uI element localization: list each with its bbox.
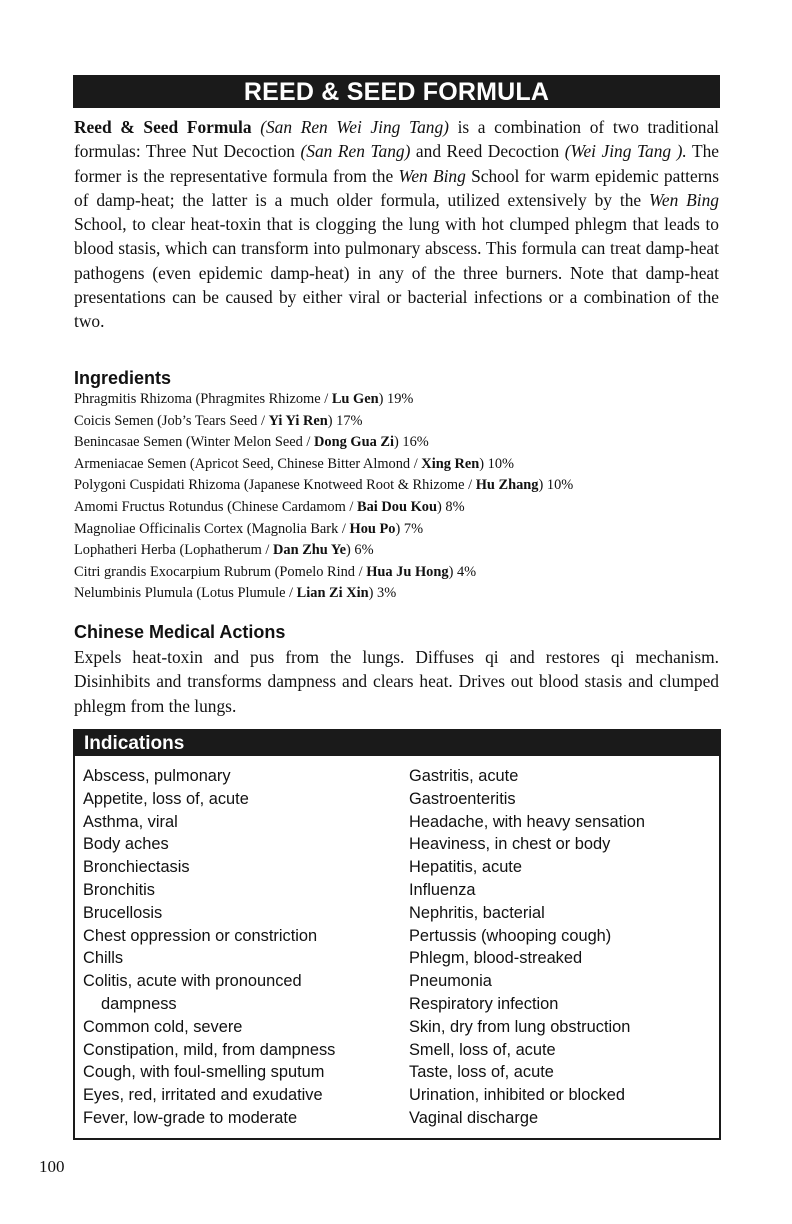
ingredient-percent: ) 4%: [448, 563, 477, 580]
ingredient-pinyin: Lian Zi Xin: [296, 585, 369, 602]
indication-item: Vaginal discharge: [409, 1108, 539, 1127]
formula-pinyin: (San Ren Wei Jing Tang): [260, 117, 449, 137]
indication-item: Skin, dry from lung obstruction: [409, 1017, 631, 1036]
ingredient-item: [74, 540, 734, 562]
ingredient-percent: ) 10%: [538, 477, 574, 494]
ingredient-item: [74, 411, 734, 433]
indication-item: Gastroenteritis: [409, 789, 516, 808]
indication-item: Respiratory infection: [409, 994, 559, 1013]
indication-item: Colitis, acute with pronounced: [83, 972, 302, 991]
ingredient-latin: Benincasae Semen (Winter Melon Seed /: [74, 434, 314, 451]
intro-paragraph: [74, 115, 719, 334]
indication-item: Common cold, severe: [83, 1017, 243, 1036]
indications-heading: Indications: [74, 729, 720, 756]
ingredient-percent: ) 8%: [436, 498, 465, 515]
ingredient-percent: ) 17%: [327, 412, 363, 429]
ingredient-percent: ) 7%: [395, 520, 424, 537]
ingredient-pinyin: Yi Yi Ren: [268, 412, 328, 429]
ingredient-percent: ) 16%: [393, 434, 429, 451]
indication-item: Cough, with foul-smelling sputum: [83, 1063, 325, 1082]
wen-bing-term: Wen Bing: [648, 189, 719, 210]
actions-text: Expels heat-toxin and pus from the lungs. Diffuses qi and restores qi mechanism. Disinhibits and transforms dampness and clears heat. Drives out blood stasis and clumped phlegm from the lungs.: [74, 647, 719, 716]
indication-item: Brucellosis: [83, 903, 163, 922]
ingredient-item: [74, 454, 734, 476]
indications-left-column: [83, 765, 335, 1130]
ingredient-pinyin: Hu Zhang: [475, 477, 539, 494]
intro-text: is a combination of two traditional formulas: Three Nut Decoction: [74, 117, 720, 162]
ingredient-pinyin: Dong Gua Zi: [314, 434, 394, 451]
page-number: 100: [39, 1157, 65, 1176]
intro-text: The former is the representative formula from the: [74, 141, 720, 186]
indication-item: Appetite, loss of, acute: [83, 789, 249, 808]
ingredient-item: [74, 475, 734, 497]
ingredients-list: [74, 389, 734, 605]
indication-item: Constipation, mild, from dampness: [83, 1040, 336, 1059]
ingredients-heading: Ingredients: [74, 368, 172, 388]
ingredient-latin: Armeniacae Semen (Apricot Seed, Chinese Bitter Almond /: [74, 455, 422, 472]
indication-item: Pneumonia: [409, 972, 492, 991]
wei-jing-tang: (Wei Jing Tang ).: [564, 141, 687, 162]
indication-item: Bronchiectasis: [83, 858, 190, 877]
ingredient-pinyin: Bai Dou Kou: [357, 498, 437, 515]
ingredient-percent: ) 3%: [368, 585, 397, 602]
indication-item: dampness: [101, 994, 177, 1013]
indication-item: Asthma, viral: [83, 812, 178, 831]
ingredient-latin: Coicis Semen (Job’s Tears Seed /: [74, 412, 269, 429]
ingredient-pinyin: Dan Zhu Ye: [273, 542, 347, 559]
ingredient-pinyin: Hua Ju Hong: [366, 563, 449, 580]
actions-heading: Chinese Medical Actions: [74, 622, 286, 642]
ingredient-item: [74, 432, 734, 454]
ingredient-latin: Lophatheri Herba (Lophatherum /: [74, 542, 273, 559]
ingredient-item: [74, 519, 734, 541]
ingredient-percent: ) 6%: [346, 542, 374, 559]
indication-item: Influenza: [409, 880, 476, 899]
indication-item: Pertussis (whooping cough): [409, 926, 612, 945]
formula-title: REED & SEED FORMULA: [73, 75, 720, 108]
san-ren-tang: (San Ren Tang): [300, 141, 411, 162]
ingredient-percent: ) 19%: [378, 391, 414, 407]
indication-item: Bronchitis: [83, 880, 155, 899]
indications-box: [73, 729, 721, 1140]
ingredient-pinyin: Hou Po: [349, 520, 396, 537]
indication-item: Heaviness, in chest or body: [409, 835, 611, 854]
formula-name: Reed & Seed Formula: [74, 117, 252, 137]
indication-item: Chest oppression or constriction: [83, 926, 318, 945]
indication-item: Abscess, pulmonary: [83, 767, 231, 785]
intro-text: School for warm epidemic patterns of damp-heat; the latter is a much older formula, utilized extensively by the: [74, 165, 719, 210]
indication-item: Eyes, red, irritated and exudative: [83, 1086, 323, 1105]
intro-text: [252, 117, 261, 137]
indication-item: Gastritis, acute: [409, 767, 519, 785]
ingredient-item: [74, 497, 734, 519]
ingredient-latin: Citri grandis Exocarpium Rubrum (Pomelo Rind /: [74, 563, 367, 580]
indication-item: Phlegm, blood-streaked: [409, 949, 583, 968]
indication-item: Smell, loss of, acute: [409, 1040, 556, 1059]
indications-right-column: [409, 765, 645, 1130]
indication-item: Chills: [83, 949, 124, 968]
ingredient-latin: Polygoni Cuspidati Rhizoma (Japanese Knotweed Root & Rhizome /: [74, 477, 476, 494]
ingredient-latin: Nelumbinis Plumula (Lotus Plumule /: [74, 585, 297, 602]
ingredient-item: [74, 583, 734, 605]
ingredient-latin: Magnoliae Officinalis Cortex (Magnolia Bark /: [74, 520, 350, 537]
ingredient-pinyin: Lu Gen: [331, 391, 379, 407]
ingredient-item: [74, 562, 734, 584]
indication-item: Fever, low-grade to moderate: [83, 1108, 298, 1127]
indication-item: Nephritis, bacterial: [409, 903, 545, 922]
indication-item: Hepatitis, acute: [409, 858, 522, 877]
ingredient-item: [74, 389, 734, 411]
indication-item: Headache, with heavy sensation: [409, 812, 645, 831]
ingredient-percent: ) 10%: [479, 455, 515, 472]
intro-text: and Reed Decoction: [410, 141, 565, 162]
indication-item: Body aches: [83, 835, 169, 854]
intro-text: School, to clear heat-toxin that is clogging the lung with hot clumped phlegm that leads to blood stasis, which can transform into pulmonary abscess. This formula can treat damp-heat pathogens (even epidemic damp-heat) in any of the three burners. Note that damp-heat presentations can be caused by either viral or bacterial infections or a combination of the two.: [74, 214, 719, 332]
ingredient-latin: Phragmitis Rhizoma (Phragmites Rhizome /: [74, 391, 332, 407]
wen-bing-term: Wen Bing: [398, 165, 466, 186]
indication-item: Urination, inhibited or blocked: [409, 1086, 625, 1105]
ingredient-latin: Amomi Fructus Rotundus (Chinese Cardamom /: [74, 498, 357, 515]
ingredient-pinyin: Xing Ren: [421, 455, 480, 472]
indication-item: Taste, loss of, acute: [409, 1063, 554, 1082]
